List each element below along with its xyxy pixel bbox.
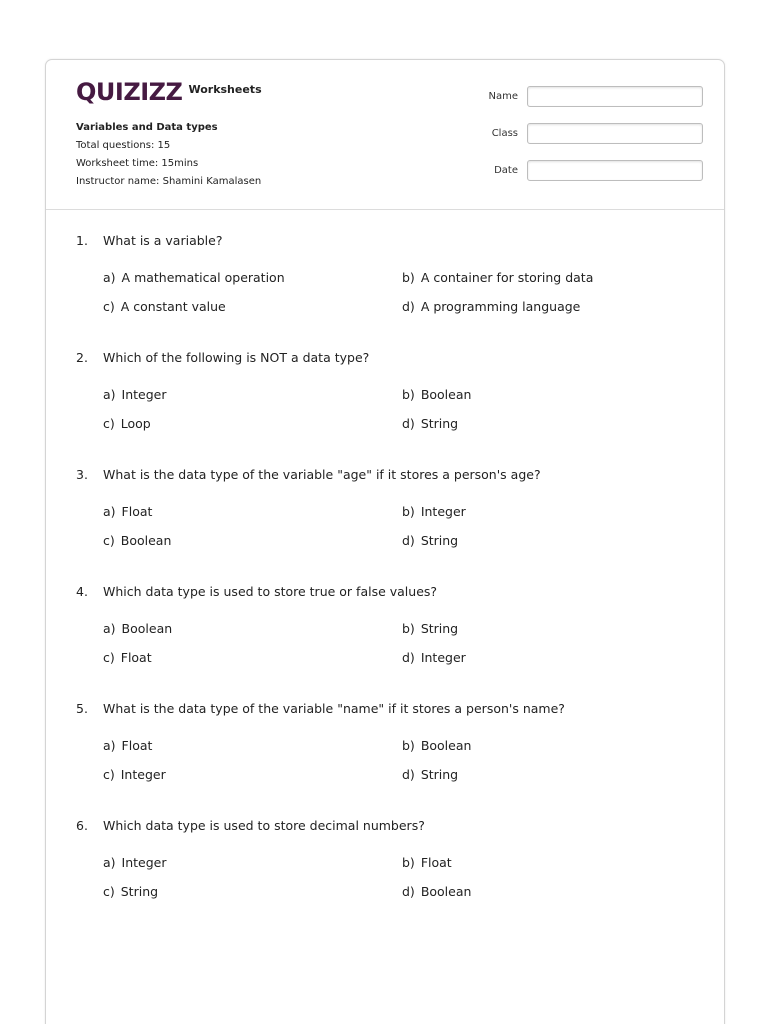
option-key: a) <box>103 738 116 753</box>
option-a[interactable] <box>103 387 167 403</box>
option-key: a) <box>103 270 116 285</box>
option-key: c) <box>103 884 115 899</box>
brand-wordmark: QUIZIZZ <box>76 78 183 106</box>
option-a[interactable] <box>103 855 167 871</box>
name-field[interactable] <box>527 86 703 107</box>
option-text: Float <box>120 650 152 665</box>
question-text: What is the data type of the variable "name" if it stores a person's name? <box>103 701 565 716</box>
option-text: A container for storing data <box>420 270 594 285</box>
quizizz-logo <box>76 79 262 105</box>
question-number: 6. <box>76 818 88 833</box>
option-b[interactable] <box>402 621 458 637</box>
question-number: 1. <box>76 233 88 248</box>
option-text: String <box>420 416 459 431</box>
option-b[interactable] <box>402 270 593 286</box>
question-2-prompt <box>76 350 369 366</box>
option-c[interactable] <box>103 533 171 549</box>
question-6-prompt <box>76 818 425 834</box>
option-text: String <box>120 884 159 899</box>
worksheet-title: Variables and Data types <box>76 122 218 133</box>
option-key: d) <box>402 650 415 665</box>
option-key: d) <box>402 416 415 431</box>
question-4-prompt <box>76 584 437 600</box>
option-key: d) <box>402 767 415 782</box>
question-text: Which of the following is NOT a data type? <box>103 350 370 365</box>
option-text: Integer <box>121 855 167 870</box>
question-2 <box>76 350 706 467</box>
worksheet-header <box>46 60 724 210</box>
class-field[interactable] <box>527 123 703 144</box>
option-key: a) <box>103 621 116 636</box>
option-a[interactable] <box>103 738 152 754</box>
question-list <box>76 233 706 935</box>
option-b[interactable] <box>402 387 471 403</box>
option-d[interactable] <box>402 650 466 666</box>
option-d[interactable] <box>402 533 458 549</box>
question-4 <box>76 584 706 701</box>
option-text: A constant value <box>120 299 226 314</box>
option-b[interactable] <box>402 855 452 871</box>
option-key: a) <box>103 504 116 519</box>
question-number: 2. <box>76 350 88 365</box>
option-text: String <box>420 621 459 636</box>
option-text: Integer <box>121 387 167 402</box>
option-text: String <box>420 767 459 782</box>
option-key: c) <box>103 650 115 665</box>
option-a[interactable] <box>103 270 285 286</box>
option-text: Boolean <box>420 387 472 402</box>
worksheet-time: Worksheet time: 15mins <box>76 158 199 169</box>
name-field-row <box>476 86 703 107</box>
option-text: Boolean <box>420 738 472 753</box>
option-key: c) <box>103 416 115 431</box>
question-1 <box>76 233 706 350</box>
question-6 <box>76 818 706 935</box>
option-text: Boolean <box>121 621 173 636</box>
option-d[interactable] <box>402 767 458 783</box>
option-d[interactable] <box>402 884 471 900</box>
date-label: Date <box>494 165 518 176</box>
option-text: Integer <box>120 767 166 782</box>
option-c[interactable] <box>103 416 151 432</box>
option-key: c) <box>103 767 115 782</box>
class-label: Class <box>491 128 518 139</box>
option-key: d) <box>402 299 415 314</box>
option-text: String <box>420 533 459 548</box>
question-5-prompt <box>76 701 565 717</box>
option-text: A mathematical operation <box>121 270 285 285</box>
option-key: b) <box>402 387 415 402</box>
option-text: Boolean <box>420 884 472 899</box>
question-text: What is the data type of the variable "age" if it stores a person's age? <box>103 467 541 482</box>
option-text: Float <box>121 738 153 753</box>
option-text: Float <box>420 855 452 870</box>
option-c[interactable] <box>103 650 152 666</box>
option-c[interactable] <box>103 884 158 900</box>
option-key: d) <box>402 884 415 899</box>
question-1-prompt <box>76 233 222 249</box>
date-field-row <box>476 160 703 181</box>
question-text: Which data type is used to store decimal numbers? <box>103 818 425 833</box>
option-c[interactable] <box>103 767 166 783</box>
instructor-name: Instructor name: Shamini Kamalasen <box>76 176 262 187</box>
option-text: A programming language <box>420 299 581 314</box>
worksheet-page <box>45 59 725 1024</box>
option-text: Float <box>121 504 153 519</box>
option-key: b) <box>402 270 415 285</box>
option-key: c) <box>103 533 115 548</box>
option-d[interactable] <box>402 299 580 315</box>
question-number: 5. <box>76 701 88 716</box>
question-text: What is a variable? <box>103 233 223 248</box>
option-key: b) <box>402 855 415 870</box>
name-label: Name <box>488 91 518 102</box>
option-a[interactable] <box>103 504 152 520</box>
option-key: b) <box>402 738 415 753</box>
option-key: a) <box>103 387 116 402</box>
question-5 <box>76 701 706 818</box>
option-key: b) <box>402 621 415 636</box>
option-key: c) <box>103 299 115 314</box>
question-3-prompt <box>76 467 541 483</box>
question-3 <box>76 467 706 584</box>
option-key: d) <box>402 533 415 548</box>
question-text: Which data type is used to store true or false values? <box>103 584 438 599</box>
option-text: Loop <box>120 416 151 431</box>
option-b[interactable] <box>402 504 466 520</box>
option-c[interactable] <box>103 299 226 315</box>
option-a[interactable] <box>103 621 172 637</box>
option-b[interactable] <box>402 738 471 754</box>
question-number: 3. <box>76 467 88 482</box>
question-number: 4. <box>76 584 88 599</box>
total-questions: Total questions: 15 <box>76 140 171 151</box>
option-text: Boolean <box>120 533 172 548</box>
class-field-row <box>476 123 703 144</box>
option-text: Integer <box>420 650 466 665</box>
option-d[interactable] <box>402 416 458 432</box>
option-text: Integer <box>420 504 466 519</box>
worksheet-meta <box>76 119 261 191</box>
option-key: b) <box>402 504 415 519</box>
brand-subtitle: Worksheets <box>188 83 262 96</box>
option-key: a) <box>103 855 116 870</box>
date-field[interactable] <box>527 160 703 181</box>
